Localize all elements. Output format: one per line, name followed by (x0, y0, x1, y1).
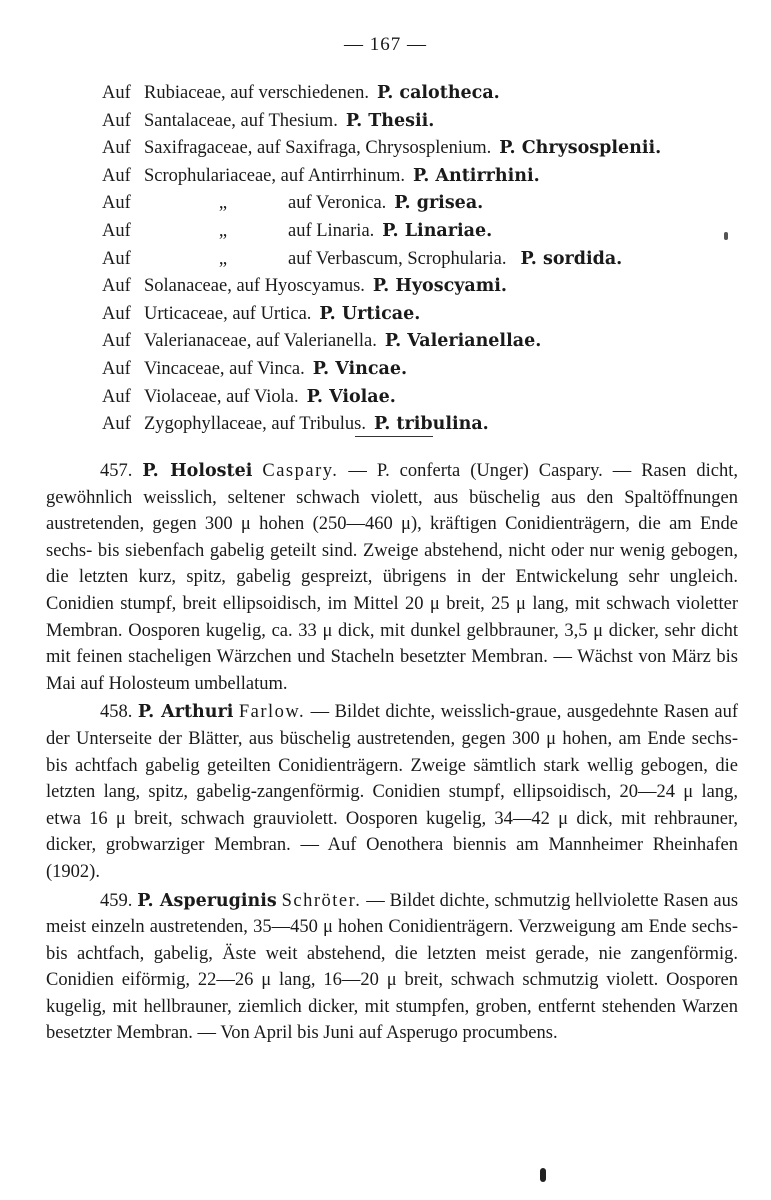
host-text: auf Veronica. (288, 193, 387, 214)
entry-text: — Bildet dichte, weisslich-graue, ausgedehnte Rasen auf der Unterseite der Blätter, aus büschelig austretenden, gegen 300 μ hohen, am Ende sechs- bis achtfach gabelig geteilten Conidienträgern. Zweige sämtlich stark wellig gebogen, die letzten lang, spitz, gabelig-zangenförmig. Conidien stumpf, ellipsoidisch, 20—24 μ lang, etwa 16 μ breit, schwach grauviolett. Oosporen kugelig, 34—42 μ dick, mit rehbrauner, dicker, grobwarziger Membran. — Auf Oenothera biennis am Mannheimer Rheinhafen (1902). (46, 702, 739, 882)
host-text: auf Linaria. (288, 220, 375, 241)
taxon-name: P. Chrysosplenii. (499, 138, 662, 159)
host-prefix: Auf (102, 138, 131, 159)
host-prefix: Auf (102, 358, 131, 379)
host-prefix: Auf (102, 331, 131, 352)
host-list-item (102, 135, 762, 163)
host-list-item (102, 328, 762, 356)
host-list (102, 80, 762, 439)
ditto-mark: „ (218, 220, 228, 241)
taxon-name: P. sordida. (520, 248, 623, 269)
host-text: Santalaceae, auf Thesium. (144, 110, 338, 131)
host-list-item (102, 301, 762, 329)
taxon-name: P. Vincae. (312, 358, 408, 379)
taxon-name: P. Valerianellae. (384, 331, 542, 352)
host-list-item (102, 356, 762, 384)
host-list-item (102, 190, 762, 218)
host-text: auf Verbascum, Scrophularia. (288, 248, 507, 269)
section-divider (355, 436, 433, 437)
species-entry (46, 699, 738, 885)
host-list-item (102, 273, 762, 301)
host-prefix: Auf (102, 414, 131, 435)
host-text: Saxifragaceae, auf Saxifraga, Chrysosplenium. (144, 138, 492, 159)
entry-text: — P. conferta (Unger) Caspary. — Rasen dicht, gewöhnlich weisslich, seltener schwach violett, aus büschelig aus den Spaltöffnungen austretenden, gegen 300 μ hohen (250—460 μ), kräftigen Conidienträgern, die am Ende sechs- bis siebenfach gabelig geteilt sind. Zweige abstehend, nicht oder nur wenig gebogen, die letzten kurz, spitz, gabelig gespreizt, übrigens in der Entwickelung sehr ungleich. Conidien stumpf, breit ellipsoidisch, im Mittel 20 μ breit, 25 μ lang, mit schwach violetter Membran. Oosporen kugelig, ca. 33 μ dick, mit dunkel gelbbrauner, 3,5 μ dicker, sehr dicht mit feinen stacheligen Wärzchen und Stacheln besetzter Membran. — Wächst von März bis Mai auf Holosteum umbellatum. (46, 461, 739, 694)
host-text: Violaceae, auf Viola. (144, 386, 299, 407)
species-author: Farlow. (238, 702, 306, 723)
host-prefix: Auf (102, 276, 131, 297)
host-list-item (102, 411, 762, 439)
host-prefix: Auf (102, 220, 131, 241)
entry-number: 458. (100, 702, 133, 723)
ditto-mark: „ (218, 193, 228, 214)
species-name: P. Holostei (142, 461, 253, 481)
entry-number: 459. (100, 890, 133, 911)
host-text: Zygophyllaceae, auf Tribulus. (144, 414, 366, 435)
host-list-item (102, 218, 762, 246)
host-list-item (102, 108, 762, 136)
ink-speck (724, 232, 728, 240)
species-author: Caspary. (262, 461, 339, 481)
host-list-item (102, 384, 762, 412)
taxon-name: P. Violae. (306, 386, 396, 407)
host-text: Urticaceae, auf Urtica. (144, 303, 312, 324)
species-name: P. Arthuri (137, 702, 234, 723)
host-list-item (102, 246, 762, 274)
host-list-item (102, 80, 762, 108)
host-list-item (102, 163, 762, 191)
host-prefix: Auf (102, 165, 131, 186)
page-number: — 167 — (344, 34, 427, 55)
host-text: Scrophulariaceae, auf Antirrhinum. (144, 165, 405, 186)
taxon-name: P. Thesii. (345, 110, 435, 131)
taxon-name: P. Urticae. (319, 303, 421, 324)
species-entries (46, 458, 738, 1049)
host-text: Solanaceae, auf Hyoscyamus. (144, 276, 365, 297)
taxon-name: P. tribulina. (373, 414, 489, 435)
host-prefix: Auf (102, 193, 131, 214)
host-prefix: Auf (102, 303, 131, 324)
entry-text: — Bildet dichte, schmutzig hellviolette Rasen aus meist einzeln austretenden, 35—450 μ hohen Conidienträgern. Verzweigung am Ende sechs- bis achtfach, gabelig, Äste weit abstehend, die letzten meist gerade, nie zangenförmig. Conidien eiförmig, 22—26 μ lang, 16—20 μ breit, schwach schmutzig violett. Oosporen kugelig, mit hellbrauner, ziemlich dicker, mit stumpfen, groben, entfernt stehenden Warzen besetzter Membran. — Von April bis Juni auf Asperugo procumbens. (46, 890, 739, 1044)
species-entry (46, 888, 738, 1048)
host-text: Vincaceae, auf Vinca. (144, 358, 305, 379)
host-prefix: Auf (102, 110, 131, 131)
taxon-name: P. Antirrhini. (412, 165, 540, 186)
ink-speck (540, 1168, 546, 1182)
host-prefix: Auf (102, 248, 131, 269)
species-entry (46, 458, 738, 697)
taxon-name: P. Hyoscyami. (372, 276, 507, 297)
species-name: P. Asperuginis (137, 890, 277, 911)
host-prefix: Auf (102, 386, 131, 407)
taxon-name: P. calotheca. (376, 83, 500, 103)
host-text: Valerianaceae, auf Valerianella. (144, 331, 377, 352)
host-prefix: Auf (102, 83, 131, 103)
ditto-mark: „ (218, 248, 228, 269)
species-author: Schröter. (281, 890, 362, 911)
taxon-name: P. grisea. (394, 193, 484, 214)
host-text: Rubiaceae, auf verschiedenen. (144, 83, 369, 103)
taxon-name: P. Linariae. (382, 220, 493, 241)
entry-number: 457. (100, 461, 133, 481)
